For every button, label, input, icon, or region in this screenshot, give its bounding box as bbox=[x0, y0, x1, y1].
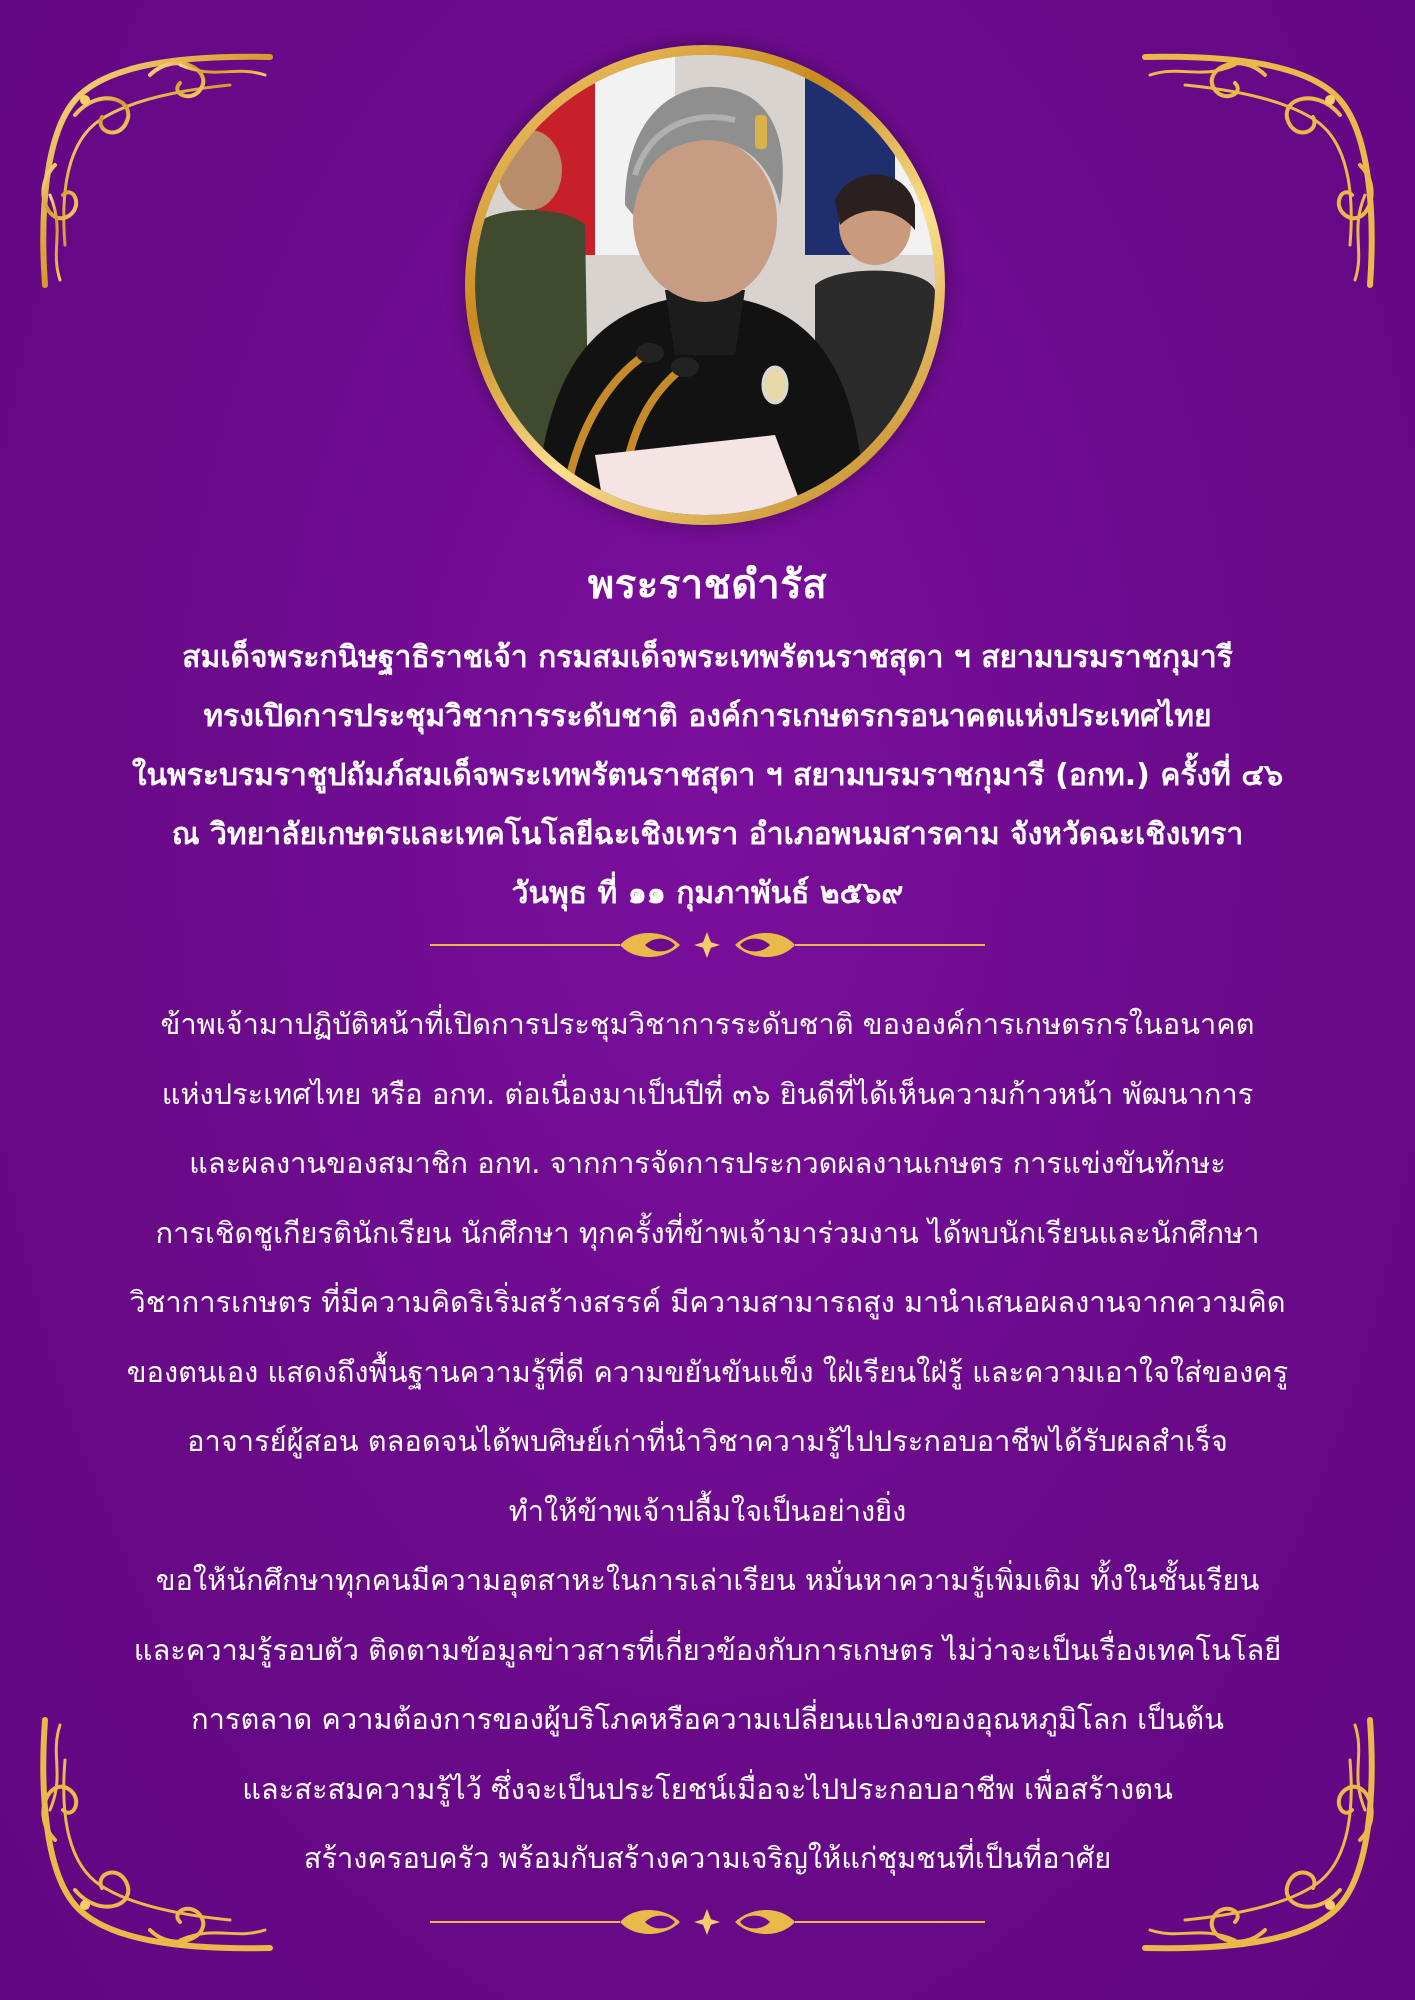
event-detail-line: ณ วิทยาลัยเกษตรและเทคโนโลยีฉะเชิงเทรา อำเภอพนมสารคาม จังหวัดฉะเชิงเทรา bbox=[171, 817, 1244, 852]
royal-speech-text bbox=[60, 990, 1355, 1894]
portrait-gold-frame bbox=[465, 45, 945, 525]
speech-line: ขอให้นักศึกษาทุกคนมีความอุตสาหะในการเล่าเรียน หมั่นหาความรู้เพิ่มเติม ทั้งในชั้นเรียน bbox=[155, 1563, 1260, 1597]
gold-corner-ornament-top-right bbox=[1135, 45, 1385, 295]
speech-line: และความรู้รอบตัว ติดตามข้อมูลข่าวสารที่เกี่ยวข้องกับการเกษตร ไม่ว่าจะเป็นเรื่องเทคโนโลยี bbox=[133, 1632, 1282, 1667]
event-detail-line: ทรงเปิดการประชุมวิชาการระดับชาติ องค์การเกษตรกรอนาคตแห่งประเทศไทย bbox=[203, 699, 1212, 734]
speech-line: ของตนเอง แสดงถึงพื้นฐานความรู้ที่ดี ความขยันขันแข็ง ใฝ่เรียนใฝ่รู้ และความเอาใจใส่ของครู bbox=[126, 1354, 1289, 1389]
event-detail-line: ในพระบรมราชูปถัมภ์สมเด็จพระเทพรัตนราชสุดา ฯ สยามบรมราชกุมารี (อกท.) ครั้งที่ ๔๖ bbox=[131, 758, 1284, 793]
speech-line: การตลาด ความต้องการของผู้บริโภคหรือความเปลี่ยนแปลงของอุณหภูมิโลก เป็นต้น bbox=[191, 1702, 1224, 1736]
event-date-line: วันพุธ ที่ ๑๑ กุมภาพันธ์ ๒๕๖๙ bbox=[511, 876, 904, 911]
portrait-photo bbox=[475, 55, 935, 515]
page-title: พระราชดำรัส bbox=[587, 562, 828, 608]
gold-corner-ornament-top-left bbox=[30, 45, 280, 295]
speech-line: ทำให้ข้าพเจ้าปลื้มใจเป็นอย่างยิ่ง bbox=[508, 1493, 907, 1528]
speech-line: ข้าพเจ้ามาปฏิบัติหน้าที่เปิดการประชุมวิชาการระดับชาติ ขององค์การเกษตรกรในอนาคต bbox=[160, 1007, 1255, 1041]
speech-line: และสะสมความรู้ไว้ ซึ่งจะเป็นประโยชน์เมื่อจะไปประกอบอาชีพ เพื่อสร้างตน bbox=[242, 1771, 1173, 1806]
gold-divider-ornament bbox=[430, 920, 985, 970]
speech-line: และผลงานของสมาชิก อกท. จากการจัดการประกวดผลงานเกษตร การแข่งขันทักษะ bbox=[189, 1146, 1226, 1180]
event-detail-line: สมเด็จพระกนิษฐาธิราชเจ้า กรมสมเด็จพระเทพรัตนราชสุดา ฯ สยามบรมราชกุมารี bbox=[182, 640, 1233, 675]
speech-line: การเชิดชูเกียรตินักเรียน นักศึกษา ทุกครั้งที่ข้าพเจ้ามาร่วมงาน ได้พบนักเรียนและนักศึกษา bbox=[155, 1215, 1260, 1250]
speech-line: สร้างครอบครัว พร้อมกับสร้างความเจริญให้แก่ชุมชนที่เป็นที่อาศัย bbox=[303, 1841, 1112, 1875]
speech-line: อาจารย์ผู้สอน ตลอดจนได้พบศิษย์เก่าที่นำวิชาความรู้ไปประกอบอาชีพได้รับผลสำเร็จ bbox=[187, 1424, 1228, 1458]
gold-divider-ornament-bottom bbox=[430, 1897, 985, 1947]
speech-line: วิชาการเกษตร ที่มีความคิดริเริ่มสร้างสรรค์ มีความสามารถสูง มานำเสนอผลงานจากความคิด bbox=[129, 1285, 1286, 1319]
event-details bbox=[30, 628, 1385, 923]
speech-line: แห่งประเทศไทย หรือ อกท. ต่อเนื่องมาเป็นปีที่ ๓๖ ยินดีที่ได้เห็นความก้าวหน้า พัฒนาการ bbox=[161, 1076, 1254, 1111]
